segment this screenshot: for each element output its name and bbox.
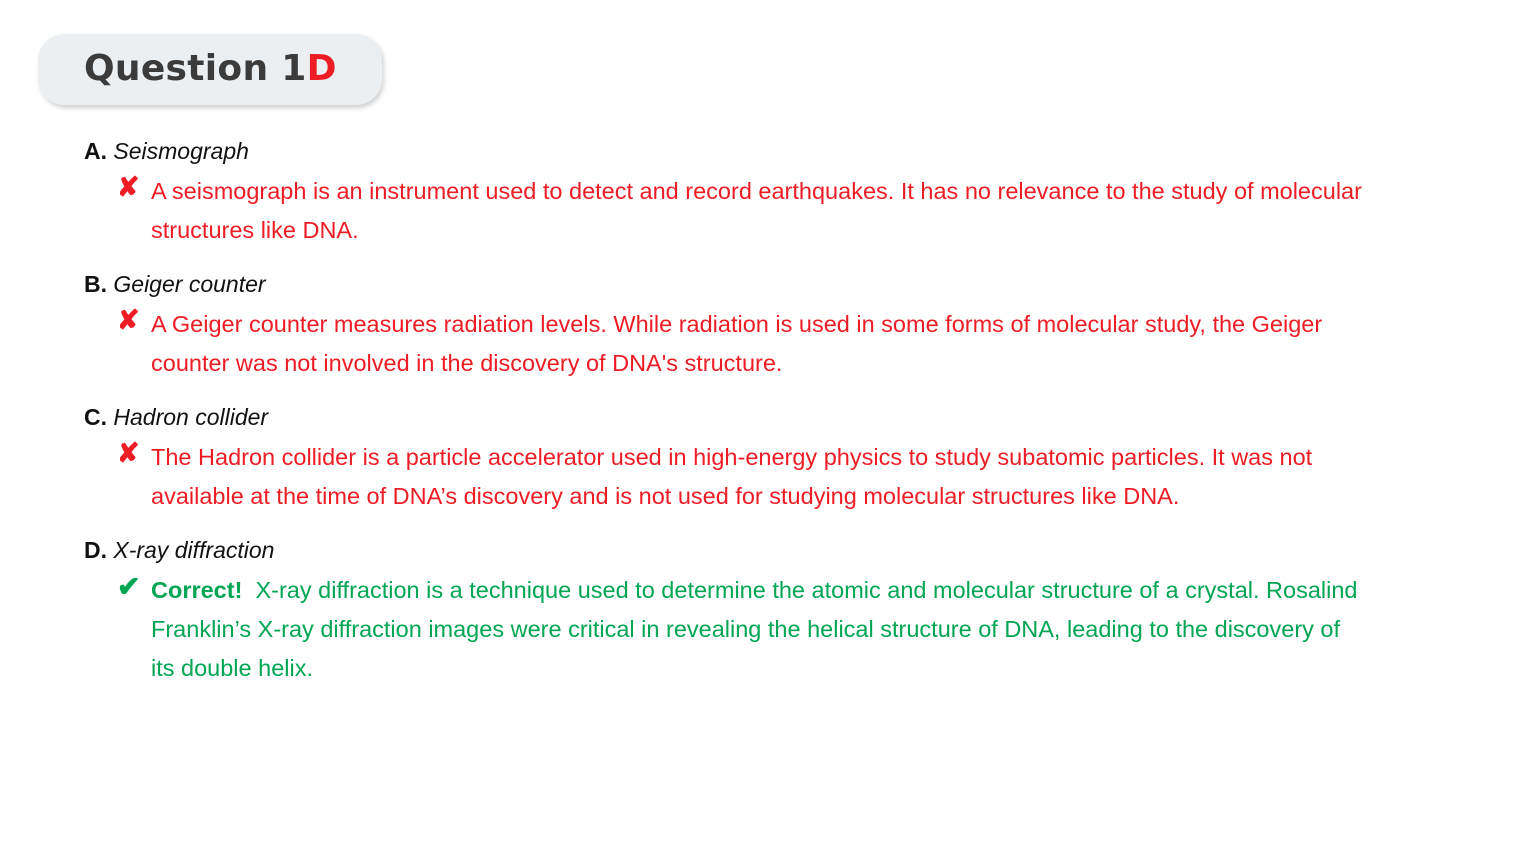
option-c-explanation-row	[84, 438, 1484, 516]
cross-icon: ✘	[117, 172, 140, 202]
option-b	[84, 269, 1484, 383]
option-b-explanation: A Geiger counter measures radiation levels. While radiation is used in some forms of molecular study, the Geiger counter was not involved in the discovery of DNA's structure.	[151, 311, 1323, 376]
question-label: Question 1	[84, 48, 307, 89]
option-c-explanation: The Hadron collider is a particle accelerator used in high-energy physics to study subatomic particles. It was not available at the time of DNA’s discovery and is not used for studying molecular structures like DNA.	[151, 444, 1313, 509]
option-a-text: Seismograph	[113, 138, 249, 164]
check-icon: ✔	[117, 571, 141, 602]
correct-badge: Correct!	[151, 577, 243, 603]
correct-answer-letter: D	[306, 48, 337, 89]
option-a	[84, 136, 1484, 250]
option-b-text: Geiger counter	[113, 271, 266, 297]
option-c-text: Hadron collider	[113, 404, 269, 430]
option-d-heading	[84, 535, 1484, 565]
cross-icon: ✘	[117, 438, 140, 468]
option-d	[84, 535, 1484, 688]
option-d-text: X-ray diffraction	[113, 537, 275, 563]
question-header-pill	[38, 34, 382, 105]
option-d-explanation-wrap	[151, 571, 1366, 688]
option-a-explanation: A seismograph is an instrument used to detect and record earthquakes. It has no relevance to the study of molecular structures like DNA.	[151, 178, 1362, 243]
cross-icon: ✘	[117, 305, 140, 335]
option-a-explanation-row	[84, 172, 1484, 250]
option-a-heading	[84, 136, 1484, 166]
option-d-letter: D.	[84, 537, 107, 563]
options-list	[84, 136, 1484, 707]
option-c-letter: C.	[84, 404, 107, 430]
option-b-heading	[84, 269, 1484, 299]
option-c-heading	[84, 402, 1484, 432]
option-b-letter: B.	[84, 271, 107, 297]
option-b-explanation-row	[84, 305, 1484, 383]
option-c	[84, 402, 1484, 516]
option-a-letter: A.	[84, 138, 107, 164]
option-d-explanation: X-ray diffraction is a technique used to determine the atomic and molecular structure of a crystal. Rosalind Franklin’s X-ray diffraction images were critical in revealing the helical structure of DNA, leading to the discovery of its double helix.	[151, 577, 1358, 681]
option-d-explanation-row	[84, 571, 1484, 688]
